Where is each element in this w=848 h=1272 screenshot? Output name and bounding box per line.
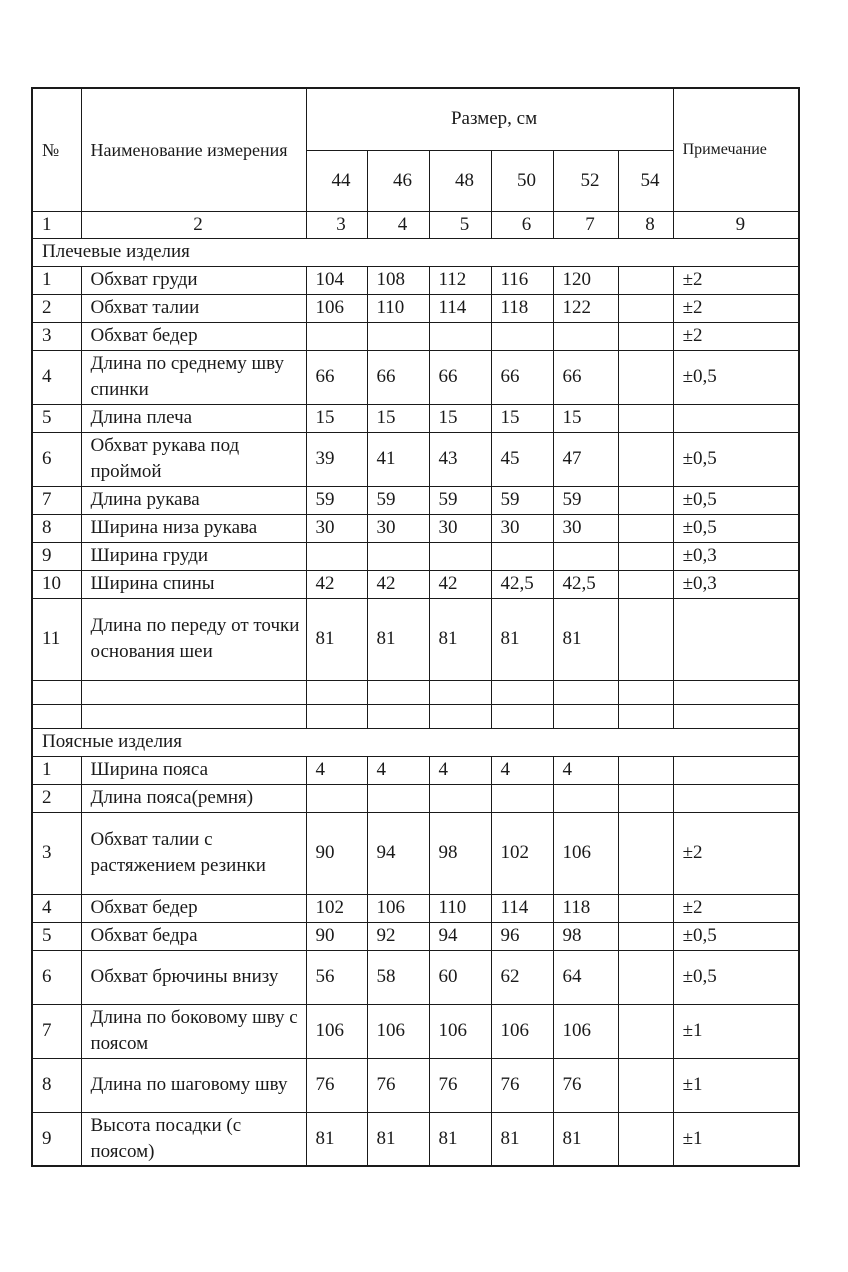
table-row [32, 922, 799, 950]
size-value: 92 [367, 922, 429, 950]
column-index-2: 2 [81, 211, 306, 238]
size-value [367, 322, 429, 350]
header-size-50: 50 [491, 150, 553, 211]
tolerance-note: ±2 [673, 266, 799, 294]
size-value: 106 [491, 1004, 553, 1058]
section-title: Поясные изделия [32, 728, 799, 756]
measurement-name: Длина по боковому шву с поясом [81, 1004, 306, 1058]
size-value: 15 [367, 404, 429, 432]
row-number: 6 [32, 950, 81, 1004]
column-index-9: 9 [673, 211, 799, 238]
empty-row [32, 704, 799, 728]
row-number: 8 [32, 1058, 81, 1112]
size-value [553, 322, 618, 350]
size-value: 42 [367, 570, 429, 598]
size-value: 4 [491, 756, 553, 784]
measurement-name: Длина плеча [81, 404, 306, 432]
size-value: 59 [306, 486, 367, 514]
size-value: 96 [491, 922, 553, 950]
empty-cell [673, 680, 799, 704]
row-number: 4 [32, 350, 81, 404]
table-row [32, 598, 799, 680]
size-value: 102 [306, 894, 367, 922]
size-value: 76 [553, 1058, 618, 1112]
empty-cell [491, 680, 553, 704]
size-value: 56 [306, 950, 367, 1004]
size-value [618, 894, 673, 922]
empty-cell [367, 680, 429, 704]
measurement-name: Ширина груди [81, 542, 306, 570]
header-measurement-name: Наименование измерения [81, 88, 306, 211]
size-value: 120 [553, 266, 618, 294]
table-row [32, 350, 799, 404]
tolerance-note: ±1 [673, 1058, 799, 1112]
size-value: 66 [491, 350, 553, 404]
size-value [618, 1058, 673, 1112]
size-value: 94 [367, 812, 429, 894]
size-value [618, 922, 673, 950]
measurement-name: Обхват талии с растяжением резинки [81, 812, 306, 894]
size-value: 15 [491, 404, 553, 432]
empty-cell [306, 680, 367, 704]
tolerance-note: ±1 [673, 1004, 799, 1058]
size-value: 90 [306, 922, 367, 950]
size-value [618, 1112, 673, 1166]
size-value: 4 [367, 756, 429, 784]
size-value [618, 350, 673, 404]
column-index-5: 5 [429, 211, 491, 238]
column-index-7: 7 [553, 211, 618, 238]
size-value: 90 [306, 812, 367, 894]
size-value: 112 [429, 266, 491, 294]
size-value: 106 [306, 294, 367, 322]
size-value: 118 [553, 894, 618, 922]
empty-cell [306, 704, 367, 728]
size-value: 81 [367, 598, 429, 680]
empty-cell [81, 680, 306, 704]
size-value: 15 [306, 404, 367, 432]
column-index-3: 3 [306, 211, 367, 238]
size-value: 106 [367, 1004, 429, 1058]
row-number: 1 [32, 266, 81, 294]
row-number: 8 [32, 514, 81, 542]
size-value: 62 [491, 950, 553, 1004]
header-note: Примечание [673, 88, 799, 211]
size-value: 76 [429, 1058, 491, 1112]
size-value [618, 812, 673, 894]
size-value: 98 [429, 812, 491, 894]
size-value: 76 [491, 1058, 553, 1112]
size-value [306, 322, 367, 350]
tolerance-note [673, 598, 799, 680]
table-row [32, 784, 799, 812]
measurement-name: Обхват бедер [81, 894, 306, 922]
measurement-name: Ширина пояса [81, 756, 306, 784]
row-number: 9 [32, 542, 81, 570]
tolerance-note: ±0,3 [673, 570, 799, 598]
size-value: 81 [491, 598, 553, 680]
header-size-group: Размер, см [306, 88, 673, 150]
table-row [32, 812, 799, 894]
size-value: 66 [553, 350, 618, 404]
row-number: 5 [32, 404, 81, 432]
row-number: 3 [32, 322, 81, 350]
size-value: 59 [429, 486, 491, 514]
section-title-row [32, 238, 799, 266]
size-value: 42,5 [491, 570, 553, 598]
row-number: 10 [32, 570, 81, 598]
tolerance-note: ±2 [673, 812, 799, 894]
size-value [618, 542, 673, 570]
tolerance-note: ±0,5 [673, 514, 799, 542]
size-value [553, 542, 618, 570]
size-value [367, 784, 429, 812]
table-row [32, 514, 799, 542]
measurement-name: Обхват груди [81, 266, 306, 294]
measurement-name: Обхват рукава под проймой [81, 432, 306, 486]
empty-row [32, 680, 799, 704]
row-number: 4 [32, 894, 81, 922]
size-value [491, 784, 553, 812]
table-row [32, 486, 799, 514]
measurement-name: Обхват бедер [81, 322, 306, 350]
table-row [32, 570, 799, 598]
size-value: 114 [429, 294, 491, 322]
size-value: 104 [306, 266, 367, 294]
size-value: 4 [306, 756, 367, 784]
row-number: 11 [32, 598, 81, 680]
size-value [618, 598, 673, 680]
size-value: 81 [429, 598, 491, 680]
tolerance-note [673, 784, 799, 812]
size-value [618, 266, 673, 294]
size-value [618, 756, 673, 784]
measurement-name: Длина по шаговому шву [81, 1058, 306, 1112]
size-value: 59 [367, 486, 429, 514]
size-value: 15 [429, 404, 491, 432]
table-row [32, 294, 799, 322]
table-row [32, 266, 799, 294]
measurement-name: Обхват талии [81, 294, 306, 322]
size-value: 59 [553, 486, 618, 514]
column-index-8: 8 [618, 211, 673, 238]
size-value: 64 [553, 950, 618, 1004]
size-value [491, 322, 553, 350]
size-value [618, 486, 673, 514]
tolerance-note: ±0,3 [673, 542, 799, 570]
size-value: 30 [429, 514, 491, 542]
header-size-54: 54 [618, 150, 673, 211]
size-value: 106 [553, 812, 618, 894]
size-value: 81 [367, 1112, 429, 1166]
size-value [618, 570, 673, 598]
size-value: 60 [429, 950, 491, 1004]
empty-cell [553, 680, 618, 704]
empty-cell [618, 680, 673, 704]
measurement-name: Длина по переду от точки основания шеи [81, 598, 306, 680]
row-number: 7 [32, 486, 81, 514]
size-value: 110 [429, 894, 491, 922]
measurement-name: Длина пояса(ремня) [81, 784, 306, 812]
column-index-row [32, 211, 799, 238]
size-value: 66 [306, 350, 367, 404]
row-number: 5 [32, 922, 81, 950]
size-value [306, 784, 367, 812]
size-value [367, 542, 429, 570]
table-row [32, 1112, 799, 1166]
header-no: № [32, 88, 81, 211]
empty-cell [618, 704, 673, 728]
size-value [553, 784, 618, 812]
size-value: 94 [429, 922, 491, 950]
table-row [32, 322, 799, 350]
measurement-name: Длина рукава [81, 486, 306, 514]
size-chart-table [31, 87, 800, 1167]
tolerance-note: ±0,5 [673, 922, 799, 950]
size-value [618, 514, 673, 542]
size-value: 76 [306, 1058, 367, 1112]
size-value: 106 [306, 1004, 367, 1058]
size-value: 102 [491, 812, 553, 894]
size-value [618, 784, 673, 812]
tolerance-note: ±2 [673, 294, 799, 322]
size-value [429, 542, 491, 570]
size-value: 4 [429, 756, 491, 784]
size-value [429, 322, 491, 350]
size-value [618, 432, 673, 486]
size-value: 108 [367, 266, 429, 294]
column-index-4: 4 [367, 211, 429, 238]
row-number: 9 [32, 1112, 81, 1166]
table-row [32, 404, 799, 432]
size-value: 45 [491, 432, 553, 486]
size-value: 66 [429, 350, 491, 404]
size-value [491, 542, 553, 570]
size-value: 30 [306, 514, 367, 542]
measurement-name: Обхват брючины внизу [81, 950, 306, 1004]
table-row [32, 950, 799, 1004]
size-value: 81 [306, 598, 367, 680]
table-row [32, 432, 799, 486]
header-row-top [32, 88, 799, 150]
row-number: 6 [32, 432, 81, 486]
size-value [618, 950, 673, 1004]
size-value: 47 [553, 432, 618, 486]
measurement-name: Ширина низа рукава [81, 514, 306, 542]
size-value: 106 [429, 1004, 491, 1058]
size-value [429, 784, 491, 812]
size-value [306, 542, 367, 570]
size-value: 81 [553, 1112, 618, 1166]
tolerance-note: ±1 [673, 1112, 799, 1166]
table-row [32, 1058, 799, 1112]
empty-cell [367, 704, 429, 728]
measurement-name: Ширина спины [81, 570, 306, 598]
table-row [32, 1004, 799, 1058]
size-value: 116 [491, 266, 553, 294]
size-value: 106 [367, 894, 429, 922]
empty-cell [429, 704, 491, 728]
measurement-name: Высота посадки (с поясом) [81, 1112, 306, 1166]
size-value: 30 [553, 514, 618, 542]
size-value: 122 [553, 294, 618, 322]
tolerance-note [673, 404, 799, 432]
empty-cell [429, 680, 491, 704]
empty-cell [81, 704, 306, 728]
tolerance-note [673, 756, 799, 784]
header-size-52: 52 [553, 150, 618, 211]
row-number: 1 [32, 756, 81, 784]
size-value: 98 [553, 922, 618, 950]
tolerance-note: ±2 [673, 322, 799, 350]
size-value: 39 [306, 432, 367, 486]
row-number: 2 [32, 784, 81, 812]
measurement-name: Обхват бедра [81, 922, 306, 950]
size-value: 43 [429, 432, 491, 486]
table-row [32, 894, 799, 922]
table-row [32, 756, 799, 784]
section-title: Плечевые изделия [32, 238, 799, 266]
section-title-row [32, 728, 799, 756]
header-size-44: 44 [306, 150, 367, 211]
tolerance-note: ±0,5 [673, 950, 799, 1004]
table-row [32, 542, 799, 570]
size-value [618, 322, 673, 350]
empty-cell [32, 680, 81, 704]
size-value: 41 [367, 432, 429, 486]
empty-cell [673, 704, 799, 728]
size-value [618, 294, 673, 322]
size-value: 114 [491, 894, 553, 922]
tolerance-note: ±0,5 [673, 486, 799, 514]
size-value: 58 [367, 950, 429, 1004]
tolerance-note: ±2 [673, 894, 799, 922]
size-value: 81 [429, 1112, 491, 1166]
column-index-1: 1 [32, 211, 81, 238]
row-number: 2 [32, 294, 81, 322]
size-value: 15 [553, 404, 618, 432]
column-index-6: 6 [491, 211, 553, 238]
size-value: 42,5 [553, 570, 618, 598]
size-value: 42 [429, 570, 491, 598]
size-value: 30 [367, 514, 429, 542]
tolerance-note: ±0,5 [673, 432, 799, 486]
header-size-48: 48 [429, 150, 491, 211]
size-value: 30 [491, 514, 553, 542]
size-value: 4 [553, 756, 618, 784]
size-value: 81 [553, 598, 618, 680]
size-value: 59 [491, 486, 553, 514]
size-value: 118 [491, 294, 553, 322]
row-number: 3 [32, 812, 81, 894]
tolerance-note: ±0,5 [673, 350, 799, 404]
size-value: 110 [367, 294, 429, 322]
size-value: 106 [553, 1004, 618, 1058]
size-value: 66 [367, 350, 429, 404]
size-value [618, 1004, 673, 1058]
measurement-name: Длина по среднему шву спинки [81, 350, 306, 404]
size-value: 42 [306, 570, 367, 598]
empty-cell [491, 704, 553, 728]
size-value [618, 404, 673, 432]
size-value: 76 [367, 1058, 429, 1112]
empty-cell [553, 704, 618, 728]
size-value: 81 [491, 1112, 553, 1166]
size-value: 81 [306, 1112, 367, 1166]
header-size-46: 46 [367, 150, 429, 211]
row-number: 7 [32, 1004, 81, 1058]
empty-cell [32, 704, 81, 728]
